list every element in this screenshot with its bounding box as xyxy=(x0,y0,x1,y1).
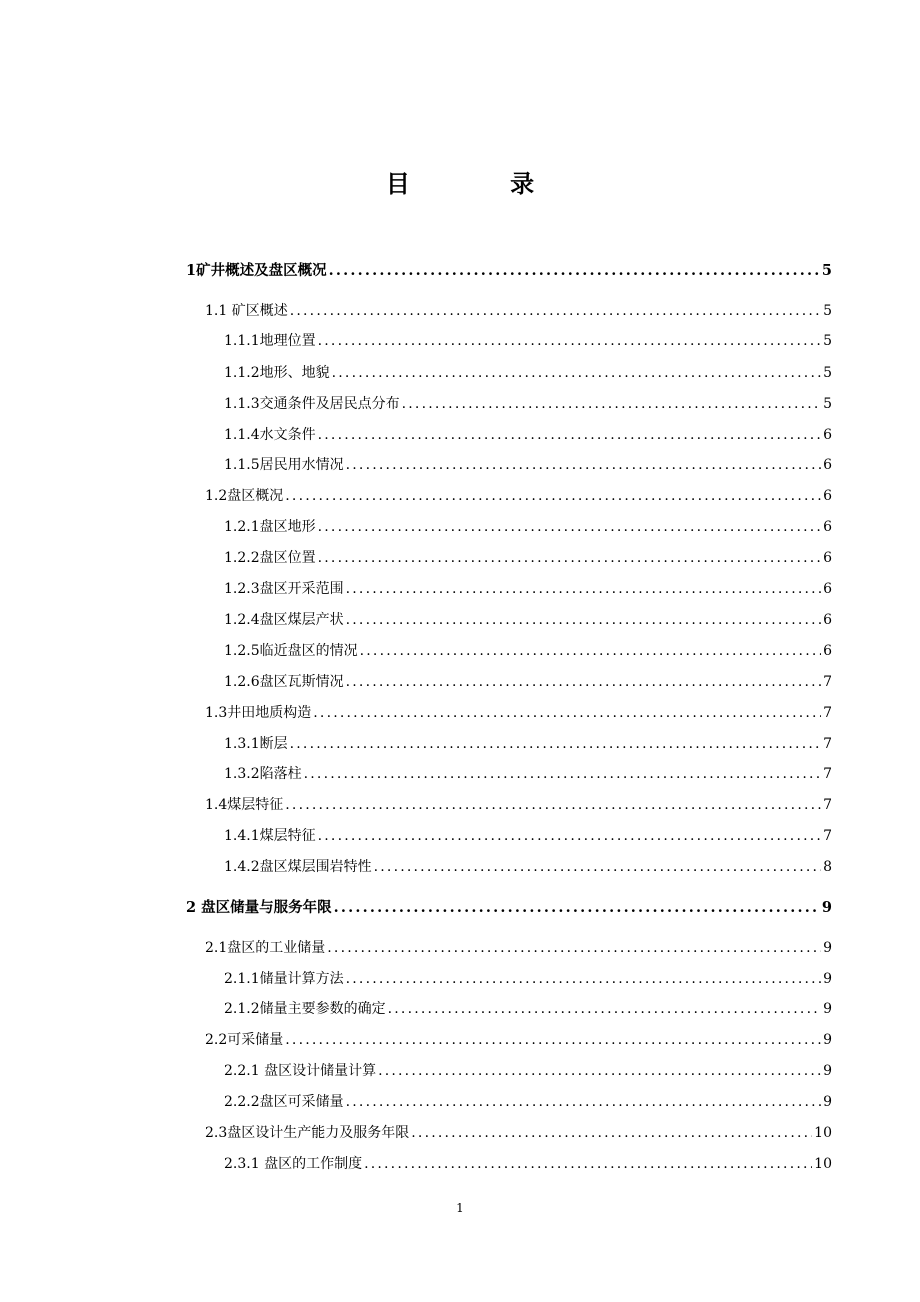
toc-entry-page: 7 xyxy=(823,736,832,752)
toc-entry[interactable] xyxy=(224,516,832,538)
toc-dot-leader xyxy=(304,763,821,785)
toc-entry-label: 2.3盘区设计生产能力及服务年限 xyxy=(205,1125,410,1141)
toc-dot-leader xyxy=(329,260,820,282)
toc-entry[interactable] xyxy=(224,424,832,446)
toc-entry[interactable] xyxy=(186,260,832,282)
toc-entry[interactable] xyxy=(205,1122,832,1144)
toc-entry-label: 1.2.3盘区开采范围 xyxy=(224,581,344,597)
toc-dot-leader xyxy=(318,825,821,847)
toc-entry[interactable] xyxy=(224,609,832,631)
toc-entry[interactable] xyxy=(186,897,832,919)
toc-entry-label: 1.1.4水文条件 xyxy=(224,427,316,443)
toc-entry-page: 6 xyxy=(823,457,832,473)
toc-entry-page: 7 xyxy=(823,828,832,844)
toc-dot-leader xyxy=(318,424,821,446)
toc-dot-leader xyxy=(346,454,821,476)
toc-entry[interactable] xyxy=(224,733,832,755)
toc-dot-leader xyxy=(346,578,821,600)
toc-entry-page: 6 xyxy=(823,488,832,504)
toc-dot-leader xyxy=(318,547,821,569)
toc-entry-label: 1.1.2地形、地貌 xyxy=(224,365,330,381)
toc-entry-label: 1.3井田地质构造 xyxy=(205,705,312,721)
toc-entry[interactable] xyxy=(224,362,832,384)
toc-dot-leader xyxy=(346,1091,821,1113)
toc-entry-label: 2.1.2储量主要参数的确定 xyxy=(224,1001,386,1017)
toc-entry[interactable] xyxy=(224,393,832,415)
toc-entry-page: 9 xyxy=(821,899,832,916)
toc-entry[interactable] xyxy=(205,1029,832,1051)
toc-entry-label: 1.1.3交通条件及居民点分布 xyxy=(224,396,400,412)
toc-entry-label: 1.2.2盘区位置 xyxy=(224,550,316,566)
toc-entry-label: 2.2.1 盘区设计储量计算 xyxy=(224,1063,377,1079)
toc-entry-label: 1.4.1煤层特征 xyxy=(224,828,316,844)
toc-entry-page: 6 xyxy=(823,581,832,597)
toc-entry[interactable] xyxy=(224,454,832,476)
toc-dot-leader xyxy=(374,856,821,878)
toc-entry-label: 1.2.5临近盘区的情况 xyxy=(224,643,358,659)
toc-entry-page: 5 xyxy=(823,396,832,412)
toc-entry[interactable] xyxy=(224,578,832,600)
toc-entry-label: 1.1 矿区概述 xyxy=(205,303,288,319)
toc-entry-page: 7 xyxy=(823,674,832,690)
toc-entry-page: 10 xyxy=(814,1156,832,1172)
toc-entry[interactable] xyxy=(205,702,832,724)
toc-entry-label: 1.1.1地理位置 xyxy=(224,333,316,349)
toc-entry-page: 9 xyxy=(823,1063,832,1079)
page-number: 1 xyxy=(456,1201,464,1215)
toc-entry[interactable] xyxy=(224,640,832,662)
toc-entry-page: 6 xyxy=(823,550,832,566)
toc-entry-label: 1.2盘区概况 xyxy=(205,488,284,504)
toc-entry-page: 8 xyxy=(823,859,832,875)
toc-entry-label: 1.2.1盘区地形 xyxy=(224,519,316,535)
toc-dot-leader xyxy=(332,362,821,384)
toc-entry-label: 2.2可采储量 xyxy=(205,1032,284,1048)
toc-entry-label: 2.1.1储量计算方法 xyxy=(224,971,344,987)
toc-dot-leader xyxy=(290,733,821,755)
toc-entry-page: 7 xyxy=(823,766,832,782)
toc-entry-page: 6 xyxy=(823,612,832,628)
toc-dot-leader xyxy=(378,1060,821,1082)
toc-entry-page: 5 xyxy=(823,303,832,319)
toc-entry[interactable] xyxy=(205,794,832,816)
toc-entry-label: 2.3.1 盘区的工作制度 xyxy=(224,1156,363,1172)
toc-entry-page: 9 xyxy=(823,1094,832,1110)
toc-entry-page: 9 xyxy=(823,940,832,956)
toc-dot-leader xyxy=(318,516,821,538)
toc-entry[interactable] xyxy=(224,1091,832,1113)
toc-dot-leader xyxy=(318,330,821,352)
toc-entry[interactable] xyxy=(224,998,832,1020)
toc-entry-label: 2 盘区储量与服务年限 xyxy=(186,899,332,916)
toc-dot-leader xyxy=(388,998,821,1020)
toc-entry-page: 7 xyxy=(823,797,832,813)
toc-entry[interactable] xyxy=(224,671,832,693)
toc-dot-leader xyxy=(327,937,821,959)
toc-entry[interactable] xyxy=(224,547,832,569)
toc-entry-label: 2.2.2盘区可采储量 xyxy=(224,1094,344,1110)
toc-entry-page: 5 xyxy=(823,333,832,349)
toc-entry[interactable] xyxy=(224,763,832,785)
toc-entry-label: 1.4.2盘区煤层围岩特性 xyxy=(224,859,372,875)
toc-dot-leader xyxy=(346,609,821,631)
toc-entry[interactable] xyxy=(205,300,832,322)
toc-dot-leader xyxy=(364,1153,812,1175)
toc-entry-page: 6 xyxy=(823,643,832,659)
toc-dot-leader xyxy=(313,702,821,724)
toc-entry-page: 9 xyxy=(823,1001,832,1017)
toc-dot-leader xyxy=(285,1029,821,1051)
toc-entry-page: 9 xyxy=(823,1032,832,1048)
toc-entry[interactable] xyxy=(205,937,832,959)
toc-entry[interactable] xyxy=(205,485,832,507)
toc-dot-leader xyxy=(285,794,821,816)
toc-entry[interactable] xyxy=(224,968,832,990)
toc-entry[interactable] xyxy=(224,1060,832,1082)
toc-entry-page: 5 xyxy=(823,365,832,381)
toc-entry-label: 1.3.2陷落柱 xyxy=(224,766,302,782)
toc-dot-leader xyxy=(285,485,821,507)
toc-entry-page: 6 xyxy=(823,519,832,535)
toc-dot-leader xyxy=(290,300,821,322)
toc-entry-label: 1.2.6盘区瓦斯情况 xyxy=(224,674,344,690)
toc-entry-label: 1.4煤层特征 xyxy=(205,797,284,813)
toc-dot-leader xyxy=(346,671,821,693)
toc-entry-label: 1.3.1断层 xyxy=(224,736,288,752)
toc-entry[interactable] xyxy=(224,330,832,352)
toc-entry-page: 5 xyxy=(821,262,832,279)
page-title: 目 录 xyxy=(385,170,581,198)
toc-entry-label: 1.1.5居民用水情况 xyxy=(224,457,344,473)
toc-entry-label: 1.2.4盘区煤层产状 xyxy=(224,612,344,628)
toc-entry-page: 9 xyxy=(823,971,832,987)
toc-dot-leader xyxy=(411,1122,812,1144)
toc-dot-leader xyxy=(360,640,821,662)
toc-entry-page: 6 xyxy=(823,427,832,443)
toc-entry[interactable] xyxy=(224,825,832,847)
toc-entry-label: 2.1盘区的工业储量 xyxy=(205,940,326,956)
toc-entry[interactable] xyxy=(224,1153,832,1175)
toc-entry-label: 1矿井概述及盘区概况 xyxy=(186,262,327,279)
toc-entry-page: 10 xyxy=(814,1125,832,1141)
toc-entry-page: 7 xyxy=(823,705,832,721)
toc-dot-leader xyxy=(346,968,821,990)
toc-entry[interactable] xyxy=(224,856,832,878)
toc-dot-leader xyxy=(334,897,820,919)
toc-dot-leader xyxy=(402,393,821,415)
